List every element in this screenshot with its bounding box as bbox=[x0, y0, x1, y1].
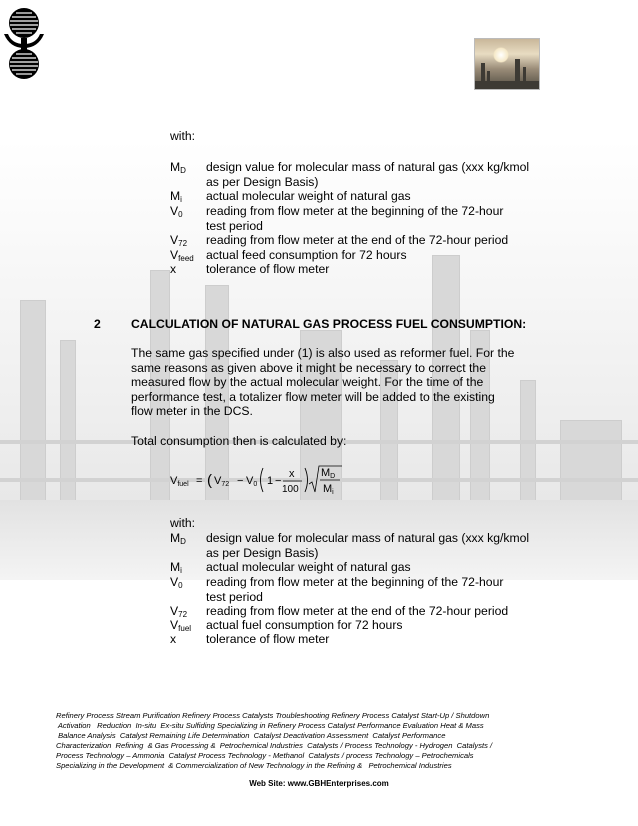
with-label-1: with: bbox=[170, 129, 196, 143]
definition-symbol: V72 bbox=[170, 233, 188, 248]
description-line: test period bbox=[206, 589, 263, 604]
description-line: design value for molecular mass of natural gas (xxx kg/kmol bbox=[206, 160, 530, 174]
description-line: design value for molecular mass of natural gas (xxx kg/kmol bbox=[206, 531, 530, 545]
paragraph-line: The same gas specified under (1) is also used as reformer fuel. For the bbox=[131, 346, 515, 360]
formula-sqrt-denominator: Mi bbox=[323, 483, 334, 496]
definition-description bbox=[206, 604, 508, 619]
description-line: reading from flow meter at the beginning of the 72-hour bbox=[206, 204, 504, 218]
definition-symbol: MD bbox=[170, 160, 186, 175]
paragraph-line: performance test, a totalizer flow meter will be added to the existing bbox=[131, 389, 495, 404]
formula-eq: = bbox=[196, 475, 203, 487]
definition-symbol: Vfeed bbox=[170, 248, 194, 263]
paragraph-line: flow meter in the DCS. bbox=[131, 404, 253, 419]
formula-v72: V72 bbox=[214, 475, 230, 488]
section-paragraph bbox=[131, 346, 514, 419]
refinery-photo bbox=[474, 38, 540, 90]
with-label-2: with: bbox=[170, 516, 196, 530]
formula-numerator: x bbox=[289, 468, 295, 480]
definition-symbol: Mi bbox=[170, 189, 182, 204]
section-title: CALCULATION OF NATURAL GAS PROCESS FUEL CONSUMPTION: bbox=[131, 317, 527, 331]
definition-description bbox=[206, 560, 411, 575]
definition-description bbox=[206, 262, 329, 277]
description-line: actual feed consumption for 72 hours bbox=[206, 248, 407, 262]
description-line: tolerance of flow meter bbox=[206, 262, 330, 276]
footer-services bbox=[56, 711, 492, 771]
section-number: 2 bbox=[94, 317, 101, 331]
definition-description bbox=[206, 160, 529, 189]
definition-symbol: Vfuel bbox=[170, 618, 192, 633]
fuel-consumption-formula bbox=[170, 460, 370, 500]
definition-description bbox=[206, 531, 529, 560]
definition-description bbox=[206, 248, 407, 263]
definition-description bbox=[206, 233, 508, 248]
footer-line: Process Technology – Ammonia Catalyst Process Technology - Methanol Catalysts / process Technology – Petrochemicals bbox=[56, 751, 474, 760]
formula-minus-2: − bbox=[275, 475, 282, 487]
description-line: reading from flow meter at the end of the 72-hour period bbox=[206, 604, 509, 618]
description-line: test period bbox=[206, 218, 263, 233]
definition-description bbox=[206, 632, 329, 647]
definition-symbol: x bbox=[170, 262, 177, 276]
formula-v0: V0 bbox=[246, 475, 258, 488]
paragraph-line: measured flow by the actual molecular weight. For the time of the bbox=[131, 375, 484, 390]
footer-line: Specializing in the Development & Commercialization of New Technology in the Refining & Petrochemical Industries bbox=[56, 761, 452, 770]
description-line: reading from flow meter at the end of the 72-hour period bbox=[206, 233, 509, 247]
description-line: actual molecular weight of natural gas bbox=[206, 189, 411, 203]
company-logo bbox=[2, 4, 46, 82]
definition-description bbox=[206, 618, 402, 633]
formula-one: 1 bbox=[267, 475, 274, 487]
formula-open-paren: ( bbox=[207, 472, 212, 489]
definition-symbol: Mi bbox=[170, 560, 182, 575]
definition-symbol: MD bbox=[170, 531, 186, 546]
formula-sqrt-numerator: MD bbox=[321, 467, 336, 480]
footer-line: Refinery Process Stream Purification Refinery Process Catalysts Troubleshooting Refinery Process Catalyst Start-Up / Shutdown bbox=[56, 711, 490, 720]
description-line: reading from flow meter at the beginning of the 72-hour bbox=[206, 575, 504, 589]
footer-line: Balance Analysis Catalyst Remaining Life Determination Catalyst Deactivation Assessment Catalyst Performance bbox=[56, 731, 446, 740]
definition-description bbox=[206, 575, 503, 604]
description-line: tolerance of flow meter bbox=[206, 632, 330, 646]
definition-description bbox=[206, 189, 411, 204]
description-line: as per Design Basis) bbox=[206, 174, 319, 189]
definition-symbol: V0 bbox=[170, 575, 183, 590]
formula-denominator: 100 bbox=[282, 484, 299, 495]
definition-symbol: V0 bbox=[170, 204, 183, 219]
description-line: actual molecular weight of natural gas bbox=[206, 560, 411, 574]
description-line: actual fuel consumption for 72 hours bbox=[206, 618, 403, 632]
definition-description bbox=[206, 204, 503, 233]
paragraph-line: same reasons as given above it might be necessary to correct the bbox=[131, 360, 486, 375]
footer-line: Characterization Refining & Gas Processing & Petrochemical Industries Catalysts / Process Technology - Hydrogen Catalysts / bbox=[56, 741, 493, 750]
formula-minus: − bbox=[237, 475, 244, 487]
description-line: as per Design Basis) bbox=[206, 545, 319, 560]
footer-line: Activation Reduction In-situ Ex-situ Sulfiding Specializing in Refinery Process Catalyst Performance Evaluation Heat & Mass bbox=[56, 721, 484, 730]
website-link[interactable]: Web Site: www.GBHEnterprises.com bbox=[249, 779, 389, 788]
definition-symbol: V72 bbox=[170, 604, 188, 619]
total-consumption-text: Total consumption then is calculated by: bbox=[131, 434, 347, 448]
formula-lhs: Vfuel bbox=[170, 475, 189, 488]
definition-symbol: x bbox=[170, 632, 177, 646]
